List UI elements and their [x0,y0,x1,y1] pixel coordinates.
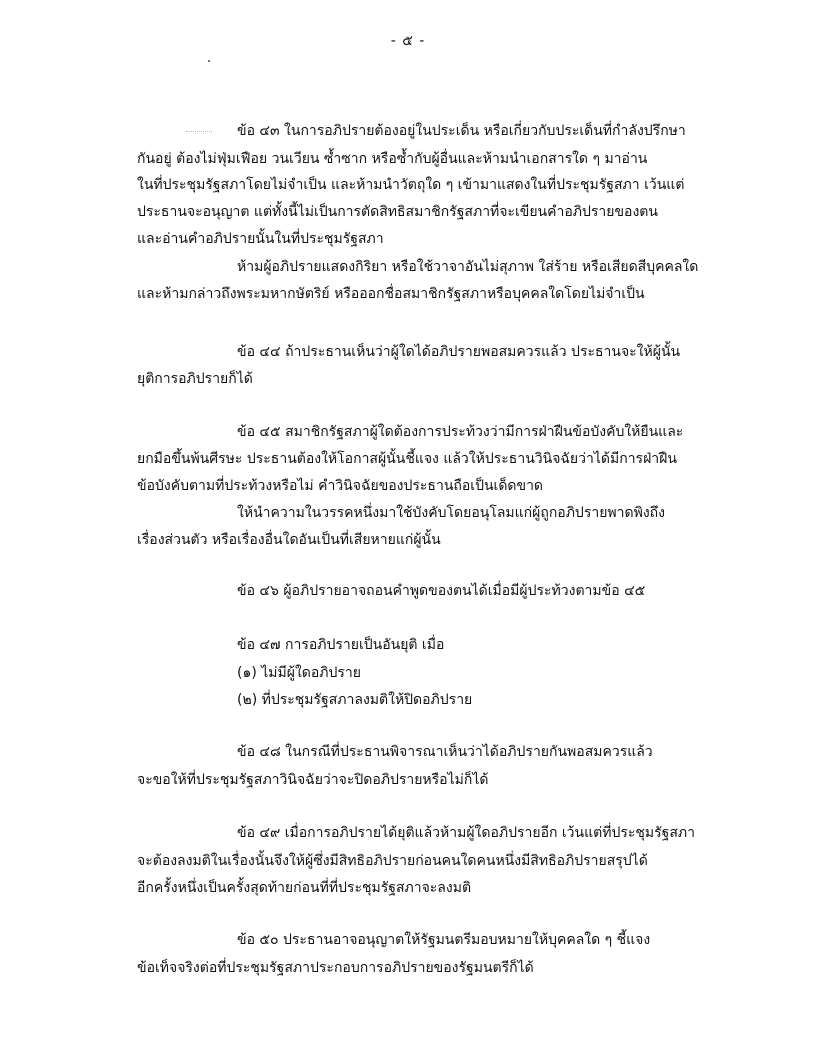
clause-43-line: ในที่ประชุมรัฐสภาโดยไม่จำเป็น และห้ามนำวัตถุใด ๆ เข้ามาแสดงในที่ประชุมรัฐสภา เว้นแต่ [137,177,685,193]
clause-45-paragraph-2-line: ให้นำความในวรรคหนึ่งมาใช้บังคับโดยอนุโลมแก่ผู้ถูกอภิปรายพาดพิงถึง [237,505,665,521]
clause-49-heading-line: ข้อ ๔๙ เมื่อการอภิปรายได้ยุติแล้วห้ามผู้ใดอภิปรายอีก เว้นแต่ที่ประชุมรัฐสภา [237,825,695,841]
clause-45-line: ข้อบังคับตามที่ประท้วงหรือไม่ คำวินิจฉัยของประธานถือเป็นเด็ดขาด [137,478,544,494]
clause-49-line: จะต้องลงมติในเรื่องนั้นจึงให้ผู้ซึ่งมีสิทธิอภิปรายก่อนคนใดคนหนึ่งมีสิทธิอภิปรายสรุปได้ [137,853,648,869]
scan-dots [186,131,212,133]
clause-48-heading-line: ข้อ ๔๘ ในกรณีที่ประธานพิจารณาเห็นว่าได้อภิปรายกันพอสมควรแล้ว [237,744,653,760]
scan-speck [208,60,210,62]
clause-49-line: อีกครั้งหนึ่งเป็นครั้งสุดท้ายก่อนที่ที่ประชุมรัฐสภาจะลงมติ [137,880,472,896]
clause-47-item-1: (๑) ไม่มีผู้ใดอภิปราย [237,665,361,681]
clause-50-heading-line: ข้อ ๕๐ ประธานอาจอนุญาตให้รัฐมนตรีมอบหมายให้บุคคลใด ๆ ชี้แจง [237,932,651,948]
clause-50-line: ข้อเท็จจริงต่อที่ประชุมรัฐสภาประกอบการอภิปรายของรัฐมนตรีก็ได้ [137,960,534,976]
clause-43-paragraph-2-line: ห้ามผู้อภิปรายแสดงกิริยา หรือใช้วาจาอันไม่สุภาพ ใส่ร้าย หรือเสียดสีบุคคลใด [237,259,699,275]
clause-45-line: ยกมือขึ้นพ้นศีรษะ ประธานต้องให้โอกาสผู้นั้นชี้แจง แล้วให้ประธานวินิจฉัยว่าได้มีการฝ่าฝืน [137,451,677,467]
clause-43-line: และห้ามกล่าวถึงพระมหากษัตริย์ หรือออกชื่อสมาชิกรัฐสภาหรือบุคคลใดโดยไม่จำเป็น [137,286,645,302]
clause-46-heading-line: ข้อ ๔๖ ผู้อภิปรายอาจถอนคำพูดของตนได้เมื่อมีผู้ประท้วงตามข้อ ๔๕ [237,583,646,599]
clause-45-heading-line: ข้อ ๔๕ สมาชิกรัฐสภาผู้ใดต้องการประท้วงว่ามีการฝ่าฝืนข้อบังคับให้ยืนและ [237,424,684,440]
clause-43-heading-line: ข้อ ๔๓ ในการอภิปรายต้องอยู่ในประเด็น หรือเกี่ยวกับประเด็นที่กำลังปรึกษา [237,123,686,139]
page-number: - ๕ - [390,33,426,49]
clause-43-line: ประธานจะอนุญาต แต่ทั้งนี้ไม่เป็นการตัดสิทธิสมาชิกรัฐสภาที่จะเขียนคำอภิปรายของตน [137,204,658,220]
clause-44-line: ยุติการอภิปรายก็ได้ [137,371,253,387]
clause-43-line: กันอยู่ ต้องไม่ฟุ่มเฟือย วนเวียน ซ้ำซาก หรือซ้ำกับผู้อื่นและห้ามนำเอกสารใด ๆ มาอ่าน [137,151,648,167]
clause-44-heading-line: ข้อ ๔๔ ถ้าประธานเห็นว่าผู้ใดได้อภิปรายพอสมควรแล้ว ประธานจะให้ผู้นั้น [237,344,681,360]
clause-47-heading-line: ข้อ ๔๗ การอภิปรายเป็นอันยุติ เมื่อ [237,637,445,653]
clause-45-line: เรื่องส่วนตัว หรือเรื่องอื่นใดอันเป็นที่เสียหายแก่ผู้นั้น [137,532,441,548]
clause-47-item-2: (๒) ที่ประชุมรัฐสภาลงมติให้ปิดอภิปราย [237,692,473,708]
clause-48-line: จะขอให้ที่ประชุมรัฐสภาวินิจฉัยว่าจะปิดอภิปรายหรือไม่ก็ได้ [137,772,489,788]
clause-43-line: และอ่านคำอภิปรายนั้นในที่ประชุมรัฐสภา [137,231,384,247]
